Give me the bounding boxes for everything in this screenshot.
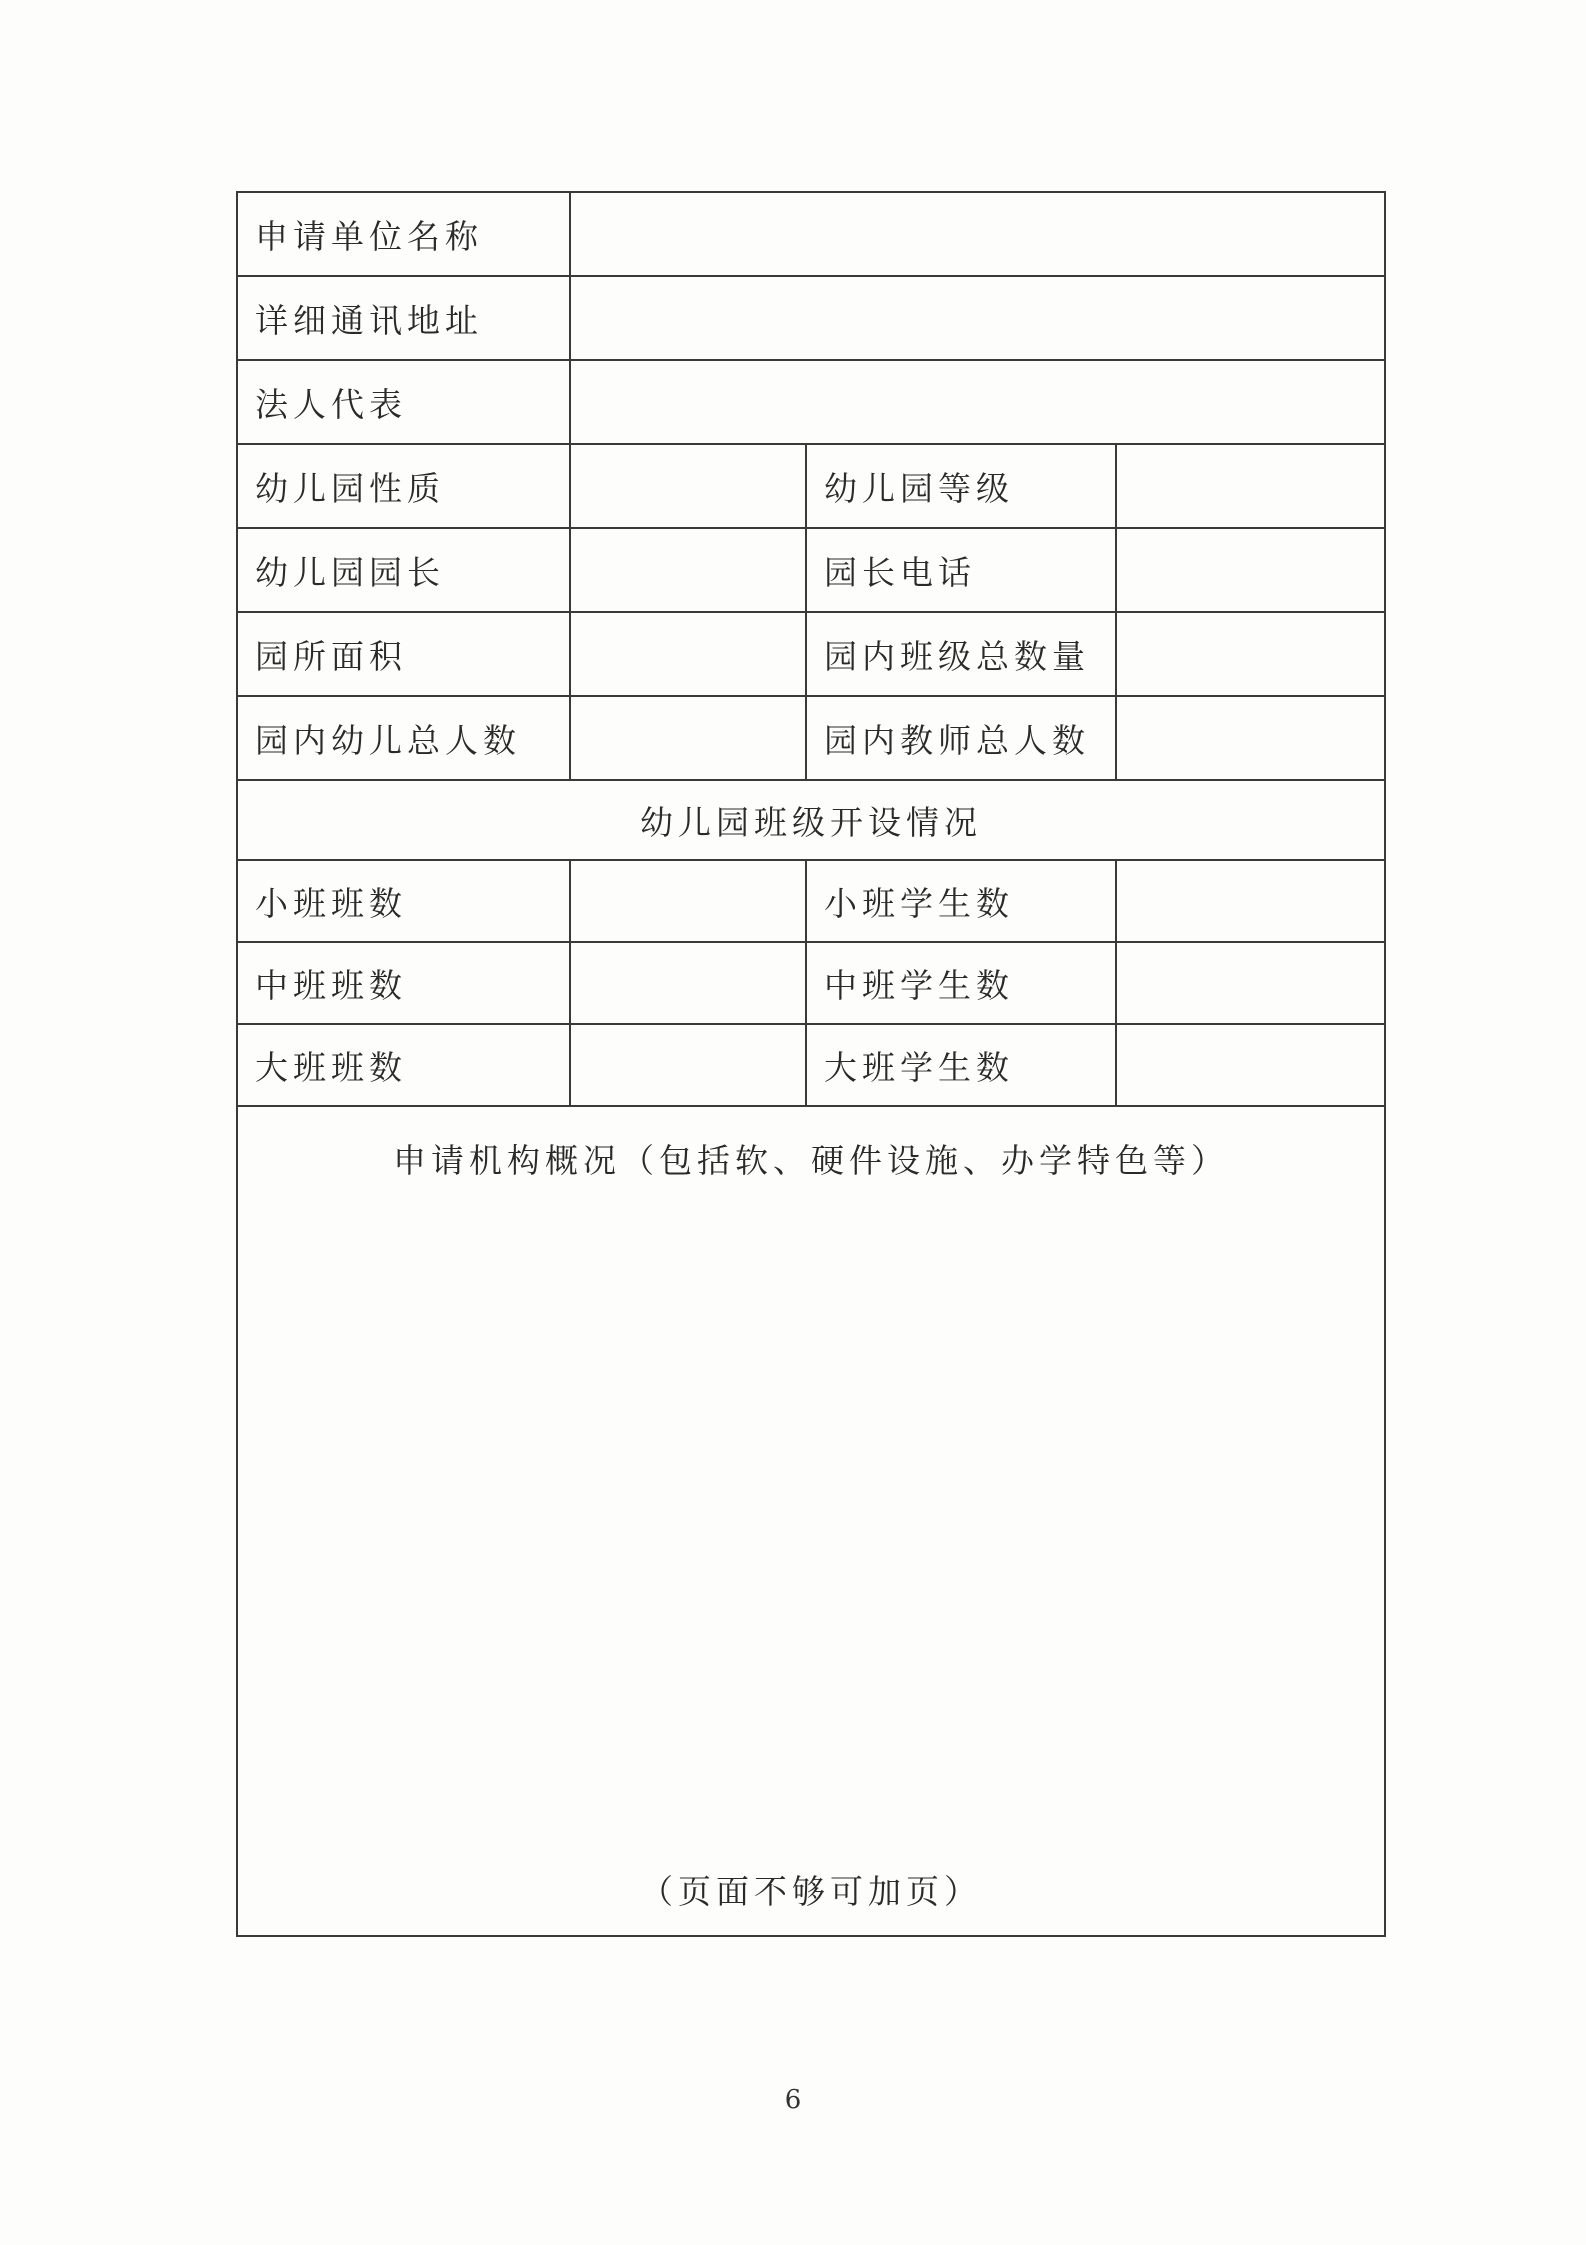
kindergarten-nature-label: 幼儿园性质 [237,444,570,528]
table-row [237,1024,1385,1106]
total-children-label: 园内幼儿总人数 [237,696,570,780]
table-row [237,1106,1385,1936]
address-field[interactable] [570,276,1385,360]
total-classes-field[interactable] [1116,612,1385,696]
table-row [237,528,1385,612]
principal-phone-field[interactable] [1116,528,1385,612]
class-setup-section-title: 幼儿园班级开设情况 [237,780,1385,860]
table-row [237,780,1385,860]
table-row [237,276,1385,360]
middle-class-count-label: 中班班数 [237,942,570,1024]
principal-label: 幼儿园园长 [237,528,570,612]
address-label: 详细通讯地址 [237,276,570,360]
small-class-count-field[interactable] [570,860,806,942]
principal-field[interactable] [570,528,806,612]
kindergarten-grade-field[interactable] [1116,444,1385,528]
applicant-name-field[interactable] [570,192,1385,276]
small-class-students-label: 小班学生数 [806,860,1116,942]
table-row [237,192,1385,276]
page-number: 6 [784,2085,802,2115]
campus-area-field[interactable] [570,612,806,696]
middle-class-count-field[interactable] [570,942,806,1024]
middle-class-students-label: 中班学生数 [806,942,1116,1024]
table-row [237,696,1385,780]
applicant-name-label: 申请单位名称 [237,192,570,276]
large-class-count-field[interactable] [570,1024,806,1106]
kindergarten-nature-field[interactable] [570,444,806,528]
legal-representative-label: 法人代表 [237,360,570,444]
total-teachers-label: 园内教师总人数 [806,696,1116,780]
kindergarten-grade-label: 幼儿园等级 [806,444,1116,528]
legal-representative-field[interactable] [570,360,1385,444]
large-class-count-label: 大班班数 [237,1024,570,1106]
total-teachers-field[interactable] [1116,696,1385,780]
middle-class-students-field[interactable] [1116,942,1385,1024]
table-row [237,612,1385,696]
total-classes-label: 园内班级总数量 [806,612,1116,696]
overview-title: 申请机构概况（包括软、硬件设施、办学特色等） [393,1141,1230,1180]
campus-area-label: 园所面积 [237,612,570,696]
table-row [237,860,1385,942]
table-row [237,444,1385,528]
large-class-students-field[interactable] [1116,1024,1385,1106]
table-row [237,360,1385,444]
small-class-count-label: 小班班数 [237,860,570,942]
overview-field[interactable] [237,1106,1385,1936]
principal-phone-label: 园长电话 [806,528,1116,612]
total-children-field[interactable] [570,696,806,780]
table-row [237,942,1385,1024]
overview-note: （页面不够可加页） [640,1872,983,1911]
small-class-students-field[interactable] [1116,860,1385,942]
large-class-students-label: 大班学生数 [806,1024,1116,1106]
application-form-table [236,191,1386,1937]
